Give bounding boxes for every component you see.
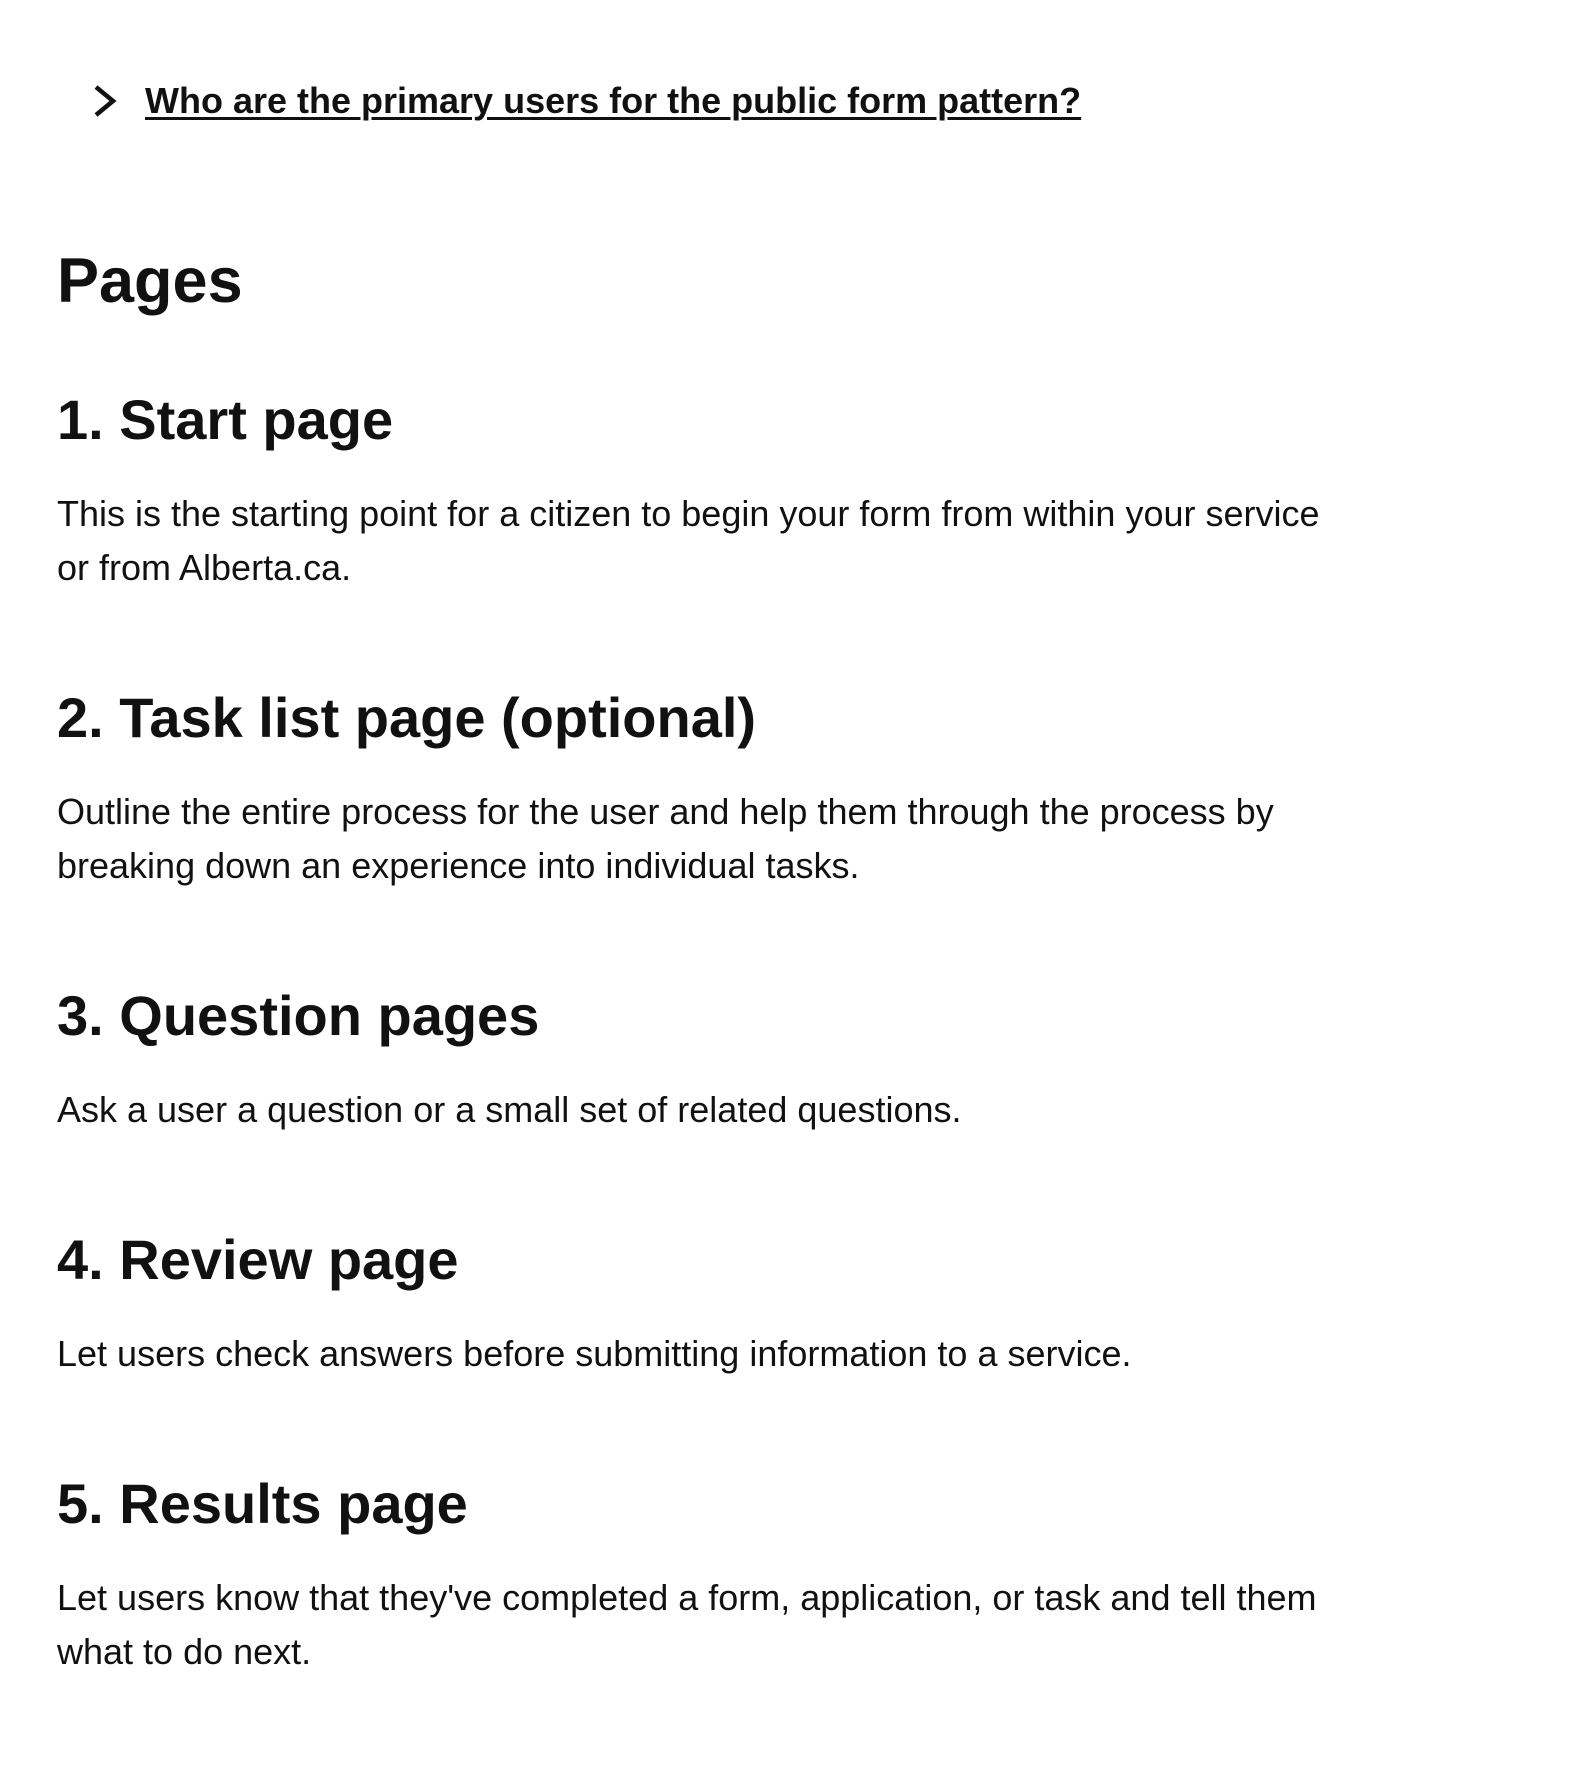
section-body: Let users know that they've completed a form, application, or task and tell them what to do next. [57, 1577, 1317, 1672]
section-results-page [57, 1470, 1596, 1679]
section-body: Ask a user a question or a small set of related questions. [57, 1089, 962, 1130]
faq-question-label: Who are the primary users for the public form pattern? [145, 80, 1082, 121]
faq-disclosure [90, 79, 1596, 123]
section-review-page [57, 1226, 1596, 1381]
section-question-pages [57, 982, 1596, 1137]
chevron-right-icon [90, 82, 118, 120]
section-heading: 2. Task list page (optional) [57, 686, 757, 749]
section-task-list-page [57, 684, 1596, 893]
section-body: Outline the entire process for the user and help them through the process by breaking down an experience into individual tasks. [57, 791, 1274, 886]
section-heading: 5. Results page [57, 1472, 468, 1535]
section-heading: 3. Question pages [57, 984, 540, 1047]
section-body: Let users check answers before submitting information to a service. [57, 1333, 1132, 1374]
section-heading: 1. Start page [57, 388, 394, 451]
faq-disclosure-summary[interactable] [90, 79, 1081, 123]
page-title: Pages [57, 246, 243, 316]
section-start-page [57, 386, 1596, 595]
section-heading: 4. Review page [57, 1228, 459, 1291]
section-body: This is the starting point for a citizen to begin your form from within your service or from Alberta.ca. [57, 493, 1320, 588]
